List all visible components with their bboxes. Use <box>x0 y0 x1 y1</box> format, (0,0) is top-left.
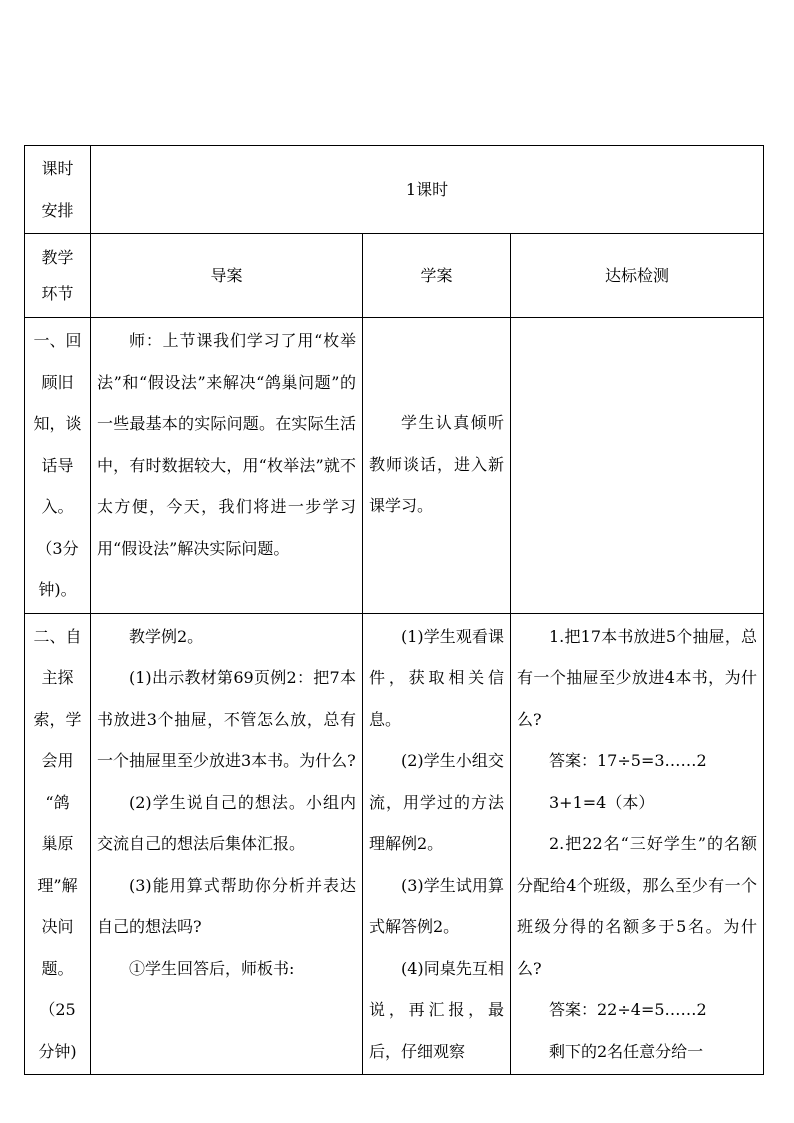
label-review <box>25 318 91 614</box>
header-study-text: 学案 <box>420 265 453 285</box>
check-paragraph: 1.把17本书放进5个抽屉，总有一个抽屉至少放进4本书，为什么? <box>517 626 758 729</box>
guide-exploration <box>91 613 363 1075</box>
label-teaching-stage <box>25 234 91 318</box>
label-line: 分钟) <box>38 1041 77 1061</box>
study-paragraph: (1)学生观看课件，获取相关信息。 <box>369 626 504 729</box>
row-class-hours <box>25 146 764 234</box>
label-line: 索，学 <box>33 709 82 729</box>
label-line: 教学 <box>41 247 74 267</box>
check-paragraph: 答案：17÷5=3……2 <box>549 751 707 770</box>
lesson-plan-table <box>24 145 764 1075</box>
label-line: 话导 <box>41 455 74 475</box>
check-paragraph: 答案：22÷4=5……2 <box>549 1000 707 1019</box>
study-review <box>363 318 511 614</box>
study-exploration <box>363 613 511 1075</box>
label-line: “鸽 <box>45 792 70 812</box>
label-line: （25 <box>39 1000 76 1019</box>
label-line: 课时 <box>41 159 74 178</box>
label-line: 入。 <box>41 497 74 516</box>
guide-paragraph: ①学生回答后，师板书: <box>129 958 295 978</box>
study-paragraph: (2)学生小组交流，用学过的方法理解例2。 <box>369 751 504 853</box>
label-line: （3分 <box>36 538 79 558</box>
label-exploration <box>25 613 91 1075</box>
check-exploration <box>511 613 764 1075</box>
check-paragraph: 剩下的2名任意分给一 <box>549 1041 704 1061</box>
guide-paragraph: (3)能用算式帮助你分析并表达自己的想法吗? <box>97 875 356 936</box>
label-line: 理”解 <box>37 875 78 895</box>
check-review <box>511 318 764 614</box>
check-paragraph: 2.把22名“三好学生”的名额分配给4个班级，那么至少有一个班级分得的名额多于5名。为什么? <box>517 834 758 978</box>
header-study <box>363 234 511 318</box>
row-exploration <box>25 613 764 1075</box>
label-line: 题。 <box>41 958 74 978</box>
label-line: 安排 <box>41 200 74 220</box>
guide-review <box>91 318 363 614</box>
class-hours-value <box>91 146 764 234</box>
label-class-hours <box>25 146 91 234</box>
guide-paragraph: 师：上节课我们学习了用“枚举法”和“假设法”来解决“鸽巢问题”的一些最基本的实际问题。在实际生活中，有时数据较大，用“枚举法”就不太方便，今天，我们将进一步学习用“假设法”解决实际问题。 <box>97 331 356 558</box>
header-guide <box>91 234 363 318</box>
guide-paragraph: (2)学生说自己的想法。小组内交流自己的想法后集体汇报。 <box>97 792 356 853</box>
check-paragraph: 3+1=4（本） <box>549 792 655 812</box>
guide-paragraph: (1)出示教材第69页例2：把7本书放进3个抽屉，不管怎么放，总有一个抽屉里至少放进3本书。为什么? <box>97 668 356 770</box>
header-check-text: 达标检测 <box>605 265 670 285</box>
label-line: 会用 <box>41 751 74 770</box>
row-review <box>25 318 764 614</box>
study-paragraph: 学生认真倾听教师谈话，进入新课学习。 <box>369 413 504 515</box>
label-line: 主探 <box>41 668 74 687</box>
label-line: 决问 <box>41 917 74 936</box>
label-line: 巢原 <box>41 834 74 853</box>
header-guide-text: 导案 <box>210 265 243 285</box>
study-paragraph: (3)学生试用算式解答例2。 <box>369 875 504 936</box>
label-line: 知，谈 <box>33 414 82 433</box>
guide-paragraph: 教学例2。 <box>129 626 204 646</box>
label-line: 顾旧 <box>41 372 74 392</box>
header-check <box>511 234 764 318</box>
label-line: 二、自 <box>33 626 82 646</box>
label-line: 环节 <box>41 283 74 303</box>
class-hours-text: 1课时 <box>405 179 449 199</box>
row-headers <box>25 234 764 318</box>
label-line: 一、回 <box>33 331 82 350</box>
study-paragraph: (4)同桌先互相说，再汇报，最后，仔细观察 <box>369 958 504 1061</box>
label-line: 钟)。 <box>38 580 77 599</box>
